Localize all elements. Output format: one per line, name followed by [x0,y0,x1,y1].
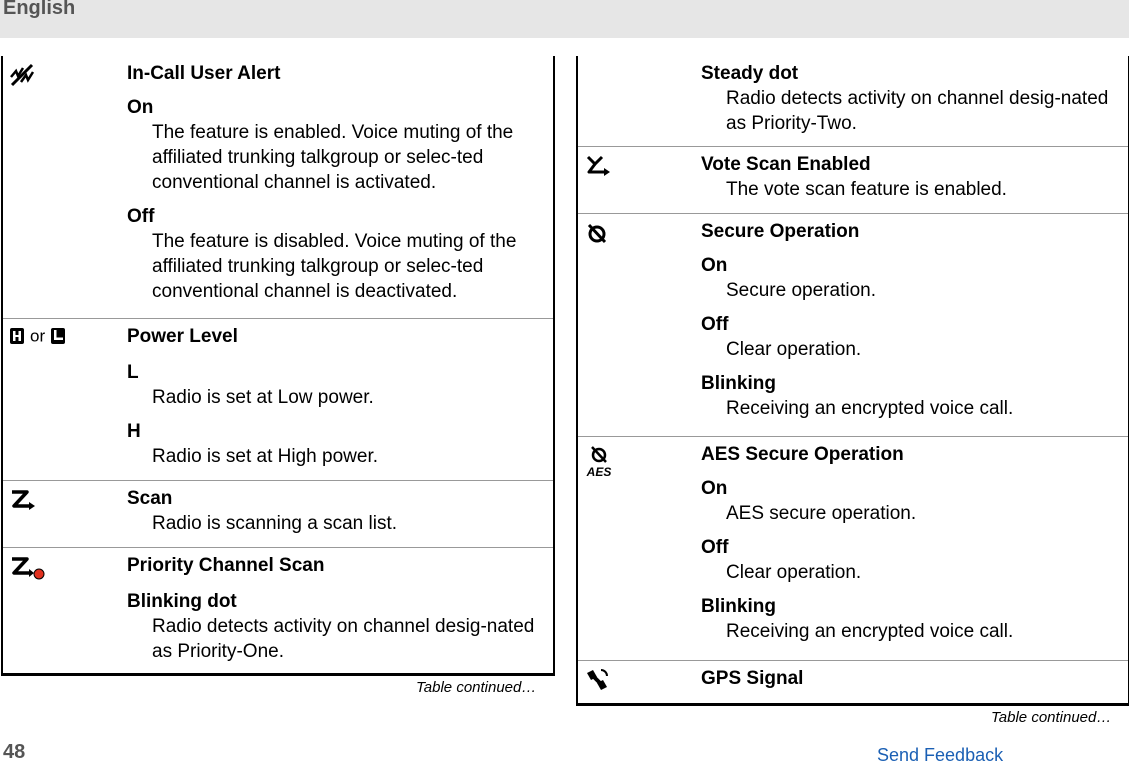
scan-icon [9,487,37,513]
row-title: Priority Channel Scan [127,555,325,576]
row-title: In-Call User Alert [127,63,281,84]
term: Off [701,537,729,558]
term: Off [701,314,729,335]
or-label: or [30,326,46,346]
table-row [578,661,1128,703]
table-row [578,214,1128,437]
description: The feature is enabled. Voice muting of the affiliated trunking talkgroup or selec-ted conventional channel is activated. [152,122,514,193]
description: Clear operation. [726,339,862,360]
term: On [701,478,728,499]
icon-cell [9,325,119,346]
vote-scan-icon [584,153,612,179]
send-feedback-link[interactable]: Send Feedback [877,745,1004,765]
gps-icon [584,667,610,693]
row-title: AES Secure Operation [701,444,904,465]
aes-secure-icon [584,443,614,479]
priority-scan-icon [9,554,45,580]
table-row [3,481,553,548]
icon-cell [584,443,694,479]
table-row [578,56,1128,147]
row-title: Power Level [127,326,238,347]
icon-cell [9,62,119,88]
icon-table-right [576,56,1129,706]
row-title: Steady dot [701,63,799,84]
description: Radio is set at Low power. [152,387,374,408]
row-title: GPS Signal [701,668,804,689]
table-row [3,56,553,319]
aes-label: AES [586,465,612,479]
description: Secure operation. [726,280,876,301]
table-row [578,147,1128,214]
page-number: 48 [3,741,26,763]
table-row [578,437,1128,661]
description: Radio is scanning a scan list. [152,513,398,534]
language-label: English [3,0,76,19]
term: L [127,362,139,383]
icon-cell [584,220,694,246]
icon-cell [9,554,119,580]
description: The feature is disabled. Voice muting of the affiliated trunking talkgroup or selec-ted conventional channel is deactivated. [152,231,517,302]
term: On [701,255,728,276]
page-header [0,0,1129,38]
description: Receiving an encrypted voice call. [726,398,1014,419]
description: Clear operation. [726,562,862,583]
icon-cell [584,667,694,693]
term: On [127,97,154,118]
row-title: Secure Operation [701,221,860,242]
description: Receiving an encrypted voice call. [726,621,1014,642]
table-continued-note: Table continued… [991,709,1112,726]
secure-icon [584,220,610,246]
table-row [3,548,553,673]
power-high-icon [9,326,25,346]
table-row [3,319,553,481]
description: The vote scan feature is enabled. [726,179,1007,200]
row-title: Vote Scan Enabled [701,154,871,175]
icon-cell [584,153,694,179]
term: Blinking [701,596,776,617]
icon-cell [9,487,119,513]
description: Radio detects activity on channel desig-nated as Priority-One. [152,616,535,662]
icon-table-left [1,56,555,676]
term: Blinking [701,373,776,394]
term: Off [127,206,155,227]
table-continued-note: Table continued… [416,679,537,696]
term: Blinking dot [127,591,237,612]
description: Radio is set at High power. [152,446,379,467]
power-low-icon [50,326,66,346]
description: AES secure operation. [726,503,917,524]
in-call-alert-icon [9,62,35,88]
term: H [127,421,141,442]
description: Radio detects activity on channel desig-nated as Priority-Two. [726,88,1109,134]
row-title: Scan [127,488,173,509]
